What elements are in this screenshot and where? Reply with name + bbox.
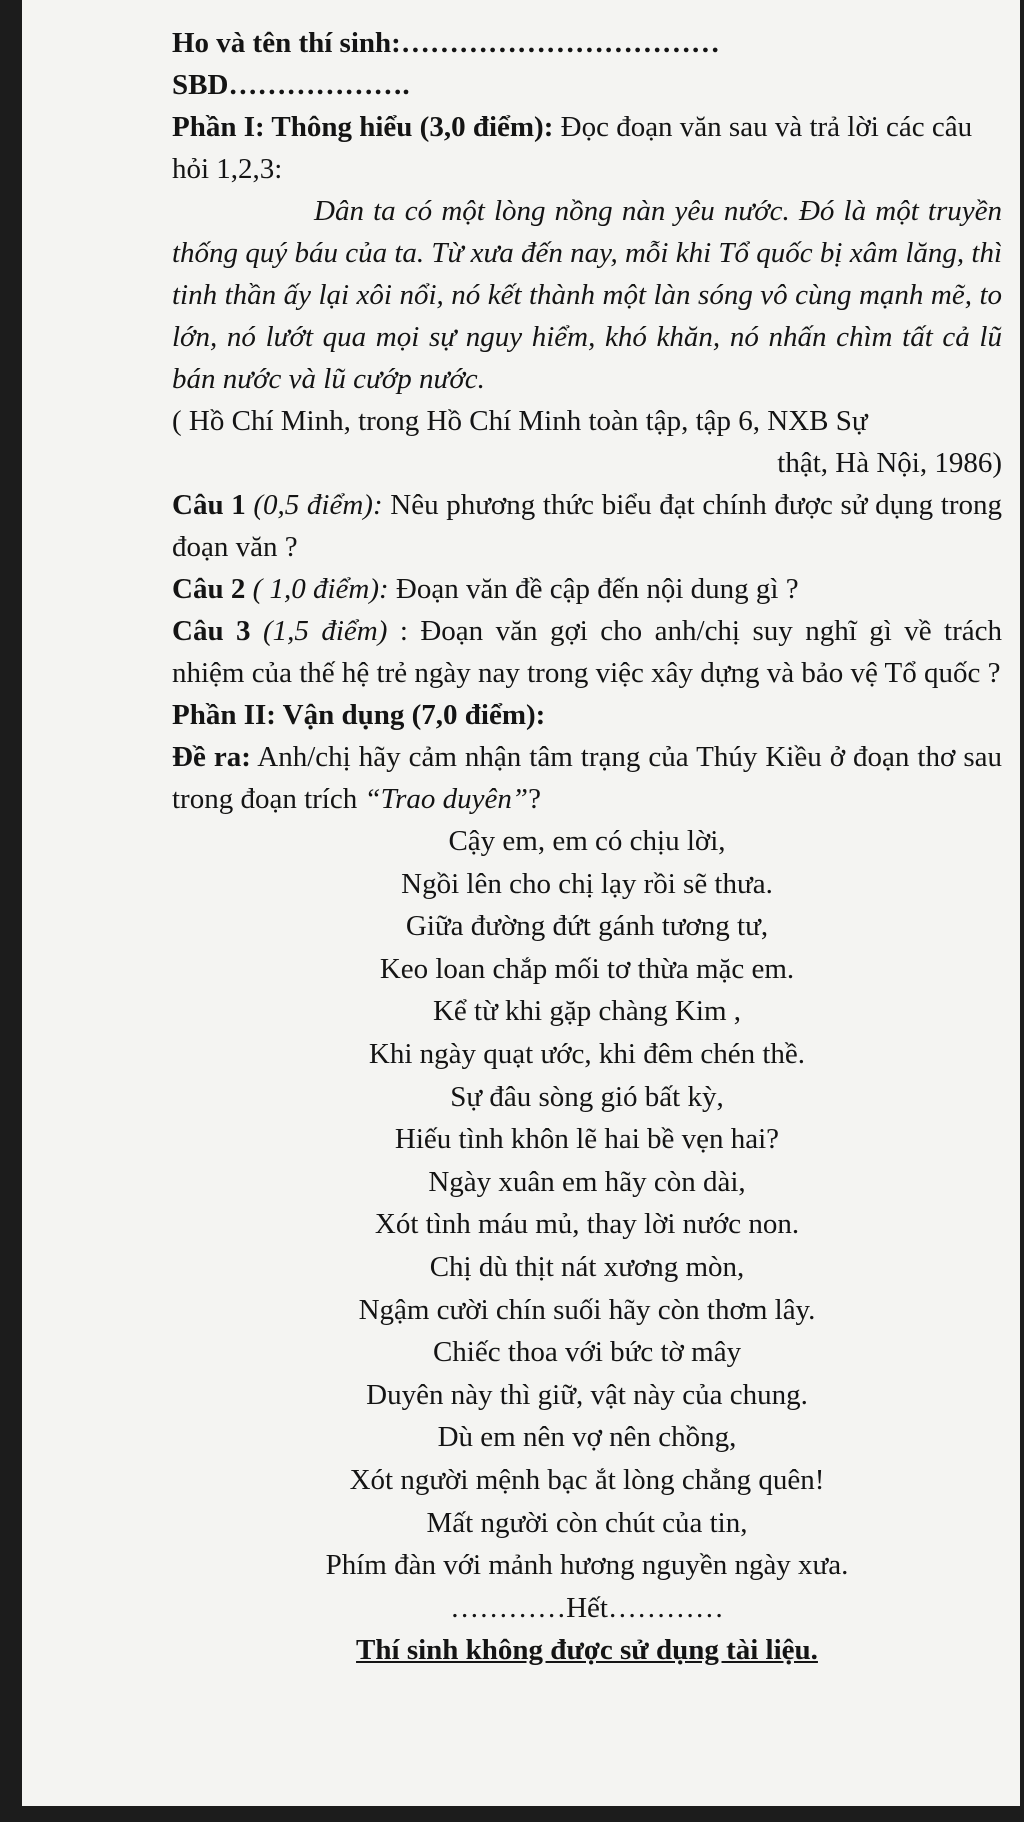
part2-prompt-title: “Trao duyên” — [364, 783, 529, 815]
poem-line: Mất người còn chút của tin, — [426, 1506, 748, 1539]
exam-content — [172, 22, 1002, 1671]
question-3-points: (1,5 điểm) — [250, 615, 388, 647]
poem-line: Duyên này thì giữ, vật này của chung. — [366, 1378, 808, 1411]
poem — [172, 820, 1002, 1587]
question-1-points: (0,5 điểm): — [245, 489, 383, 521]
poem-line: Kể từ khi gặp chàng Kim , — [432, 995, 742, 1028]
question-1-text: Nêu phương thức biểu đạt chính được sử dụng trong đoạn văn ? — [172, 489, 1002, 563]
poem-line: Cậy em, em có chịu lời, — [448, 825, 726, 857]
sbd-blank: ………………. — [228, 69, 410, 101]
poem-line: Ngậm cười chín suối hãy còn thơm lây. — [358, 1293, 816, 1326]
poem-line: Xót tình máu mủ, thay lời nước non. — [374, 1208, 800, 1241]
sbd-label: SBD — [172, 69, 229, 101]
question-2-points: ( 1,0 điểm): — [245, 573, 389, 605]
part2-title: Phần II: Vận dụng (7,0 điểm): — [172, 699, 546, 731]
question-3-text: : Đoạn văn gợi cho anh/chị suy nghĩ gì về trách nhiệm của thế hệ trẻ ngày nay trong việc xây dựng và bảo vệ Tổ quốc ? — [172, 615, 1003, 689]
footer-note: Thí sinh không được sử dụng tài liệu. — [356, 1633, 818, 1666]
part1-title: Phần I: Thông hiểu (3,0 điểm): — [172, 111, 554, 143]
question-1 — [172, 484, 1002, 568]
question-2 — [172, 568, 1002, 610]
poem-line: Chiếc thoa với bức tờ mây — [432, 1336, 742, 1369]
poem-line: Chị dù thịt nát xương mòn, — [429, 1250, 745, 1283]
part2-prompt-label: Đề ra: — [172, 741, 251, 773]
candidate-name-line — [172, 22, 1002, 64]
poem-line: Ngày xuân em hãy còn dài, — [428, 1165, 746, 1198]
part2-prompt — [172, 736, 1002, 820]
sbd-line — [172, 64, 1002, 106]
part1-heading — [172, 106, 1002, 190]
passage-source-line1: ( Hồ Chí Minh, trong Hồ Chí Minh toàn tập, tập 6, NXB Sự — [172, 405, 868, 437]
candidate-name-blank: …………………………… — [400, 27, 720, 59]
part1-instruction: Đọc đoạn văn sau và trả lời các câu hỏi 1,2,3: — [172, 111, 973, 185]
part2-prompt-end: ? — [528, 783, 541, 815]
poem-line: Giữa đường đứt gánh tương tư, — [405, 910, 769, 943]
candidate-name-label: Ho và tên thí sinh: — [172, 27, 401, 59]
passage-source-line2: thật, Hà Nội, 1986) — [777, 447, 1002, 479]
poem-line: Khi ngày quạt ước, khi đêm chén thề. — [368, 1037, 806, 1070]
poem-line: Ngồi lên cho chị lạy rồi sẽ thưa. — [401, 867, 773, 900]
poem-line: Xót người mệnh bạc ắt lòng chẳng quên! — [349, 1463, 825, 1496]
poem-line: Sự đâu sòng gió bất kỳ, — [450, 1080, 724, 1113]
passage-text: Dân ta có một lòng nồng nàn yêu nước. Đó là một truyền thống quý báu của ta. Từ xưa đến nay, mỗi khi Tổ quốc bị xâm lăng, thì tinh thần ấy lại xôi nổi, nó kết thành một làn sóng vô cùng mạnh mẽ, to lớn, nó lướt qua mọi sự nguy hiểm, khó khăn, nó nhấn chìm tất cả lũ bán nước và lũ cướp nước. — [172, 195, 1002, 395]
poem-line: Dù em nên vợ nên chồng, — [437, 1421, 737, 1454]
poem-line: Hiếu tình khôn lẽ hai bề vẹn hai? — [394, 1123, 780, 1156]
question-2-label: Câu 2 — [172, 573, 246, 605]
poem-line: Keo loan chắp mối tơ thừa mặc em. — [379, 952, 795, 985]
question-2-text: Đoạn văn đề cập đến nội dung gì ? — [388, 573, 799, 605]
question-1-label: Câu 1 — [172, 489, 246, 521]
question-3-label: Câu 3 — [172, 615, 251, 647]
end-mark: …………Hết………… — [450, 1591, 724, 1624]
exam-paper — [22, 0, 1020, 1806]
part2-prompt-text: Anh/chị hãy cảm nhận tâm trạng của Thúy Kiều ở đoạn thơ sau trong đoạn trích — [172, 741, 1002, 815]
question-3 — [172, 610, 1002, 694]
poem-line: Phím đàn với mảnh hương nguyền ngày xưa. — [325, 1549, 849, 1582]
